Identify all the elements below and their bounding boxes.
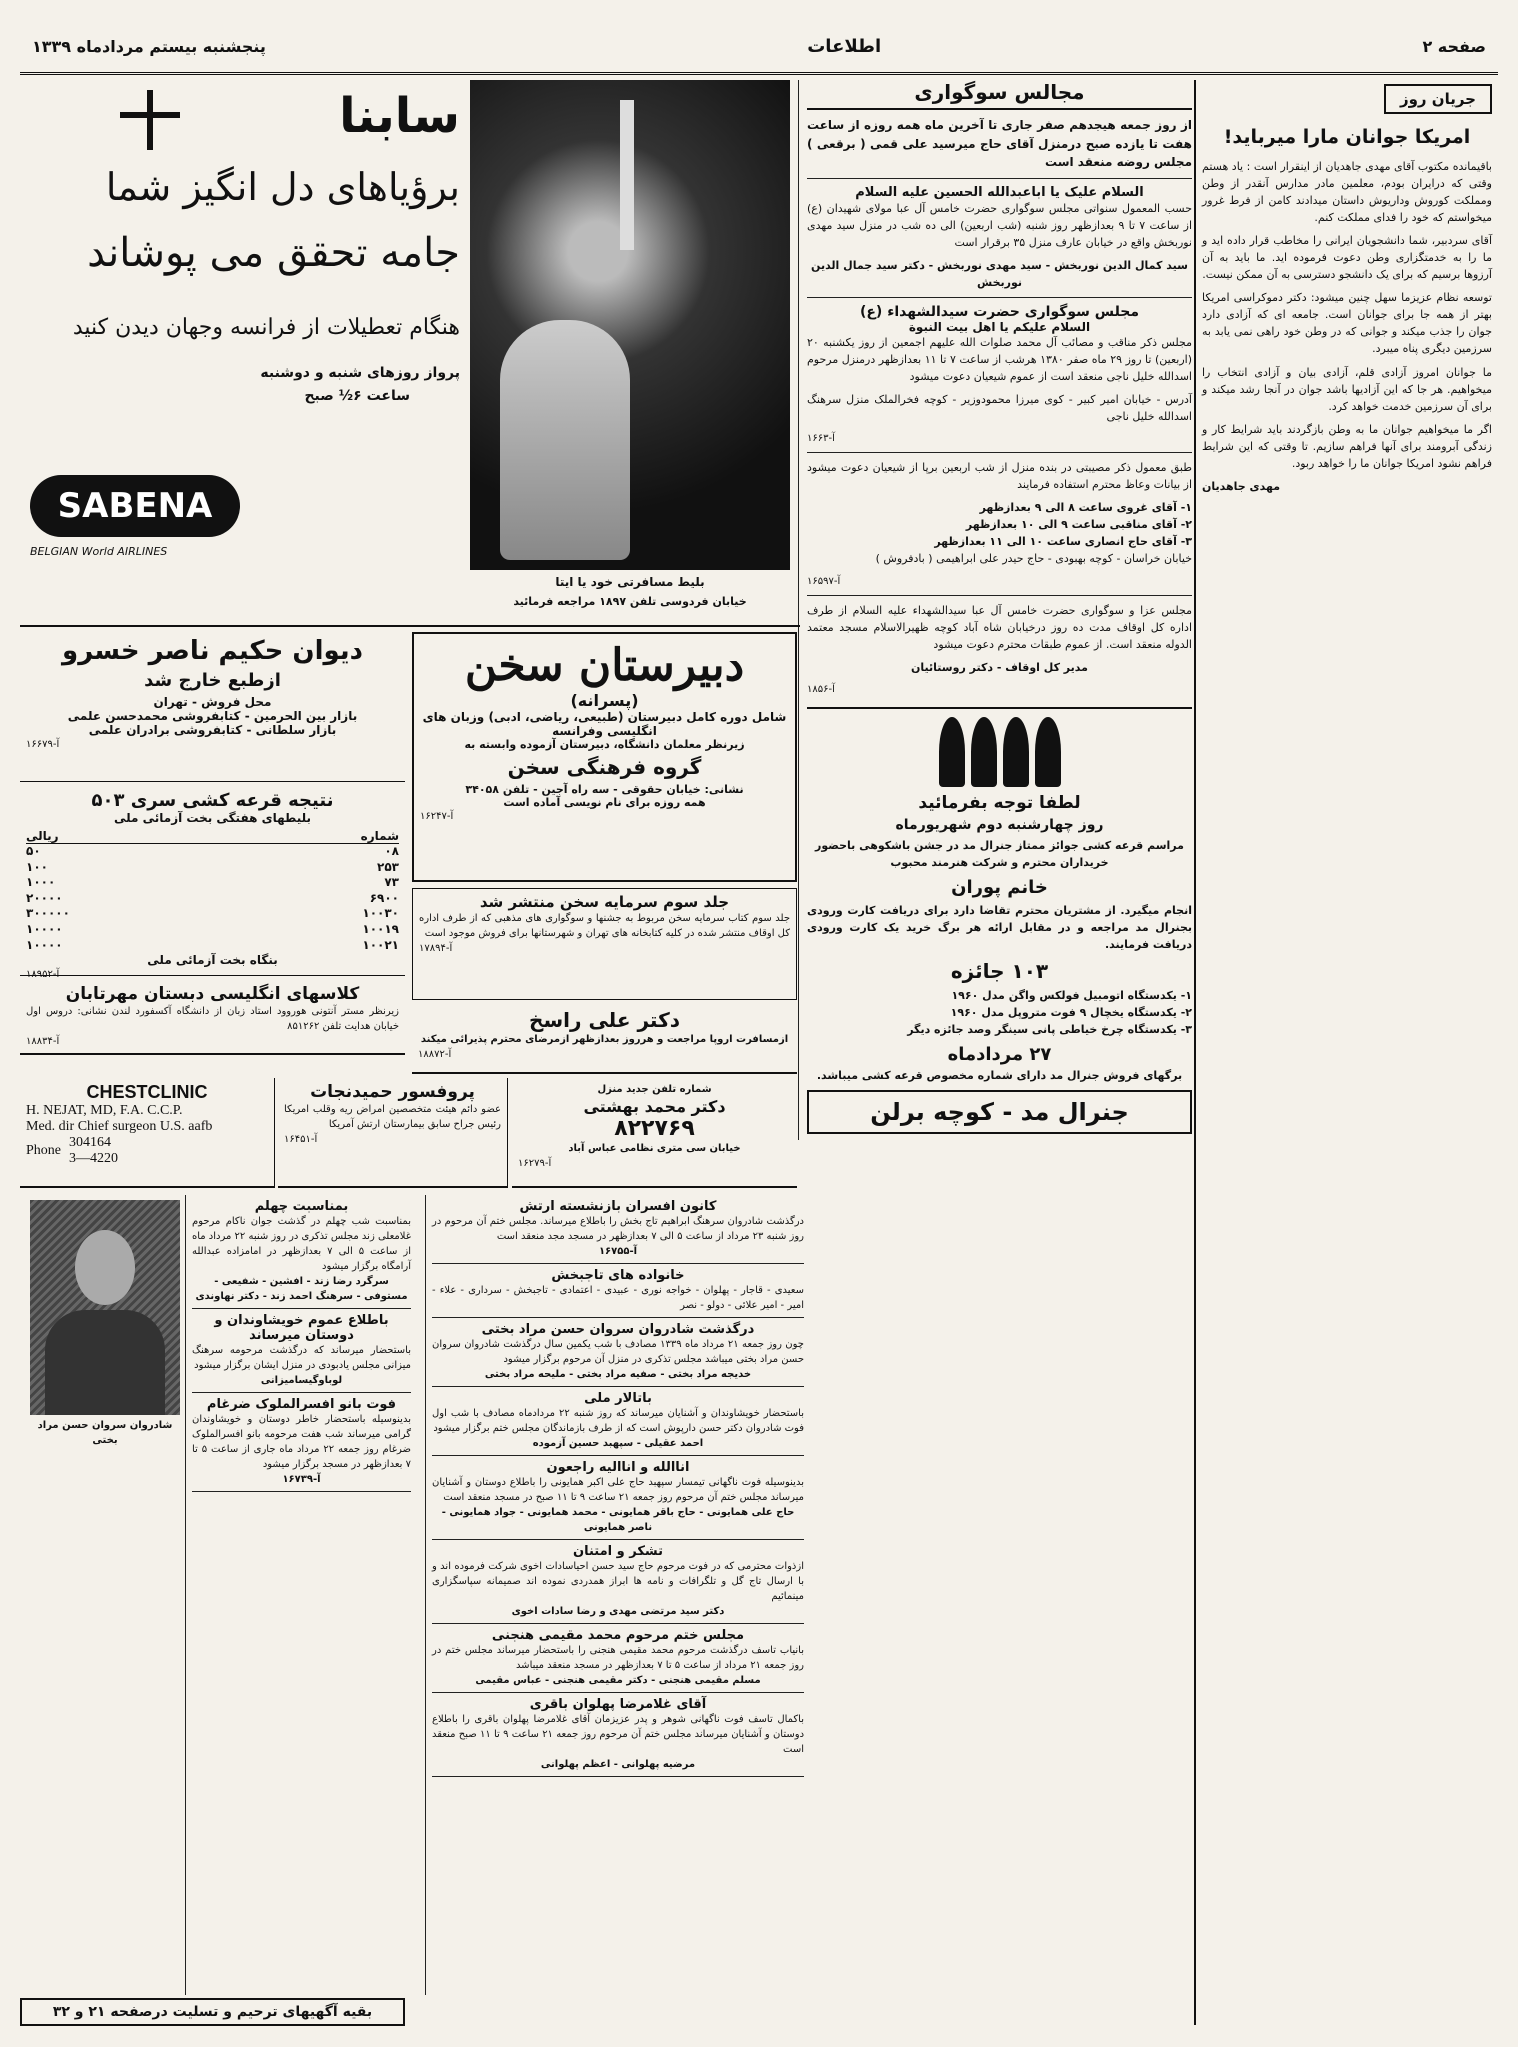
mourning-salam-2: السلام علیکم یا اهل بیت النبوة	[908, 320, 1091, 335]
obituary-title: بمناسبت چهلم	[254, 1199, 349, 1214]
lottery-row	[26, 844, 399, 860]
book-code: آ-۱۷۸۹۴	[419, 943, 453, 954]
sabena-tag-1: برؤیاهای دل انگیز شما	[105, 165, 460, 209]
lottery-cell: ۱۰۰۲۱	[362, 937, 399, 952]
lottery-cell: ۱۰۰۱۹	[362, 921, 399, 936]
obituary-text: بمناسبت شب چهلم در گذشت جوان ناکام مرحوم غلامعلی زند مجلس تذکری در روز شنبه ۲۲ مرداد ماه از ساعت ۵ الی ۷ بعدازظهر در امامزاده عبدالله آرامگاه برگزار میشود	[191, 1216, 411, 1272]
obituary-notice	[192, 1309, 411, 1393]
mourning-signer-4: مدیر کل اوقاف - دکتر روستائیان	[911, 660, 1088, 674]
book-body: جلد سوم کتاب سرمایه سخن مربوط به جشنها و سوگواری های مذهبی که از طرف اداره کل اوقاف منتشر شده در کلیه کتابخانه های تهران و شهرستانها برای فروش موجود است	[419, 913, 790, 939]
school-body: شامل دوره کامل دبیرستان (طبیعی، ریاضی، ادبی) وزبان های انگلیسی وفرانسه	[422, 710, 787, 738]
section-badge: جریان روز	[1384, 84, 1492, 114]
lottery-ad	[20, 786, 405, 981]
notice-title: لطفا توجه بفرمائید	[918, 792, 1081, 813]
divan-line-1: بازار بین الحرمین - کتابفروشی محمدحسن علمی	[67, 709, 358, 723]
prize-item: ۱- یکدستگاه اتومبیل فولکس واگن مدل ۱۹۶۰	[951, 988, 1192, 1002]
lottery-title: نتیجه قرعه کشی سری ۵۰۳	[91, 790, 334, 811]
doctor-title: دکتر علی راسخ	[529, 1008, 680, 1032]
prize-list	[807, 987, 1192, 1038]
notice-body: مراسم قرعه کشی جوائز ممتاز جنرال مد در جشن باشکوهی باحضور خریداران محترم و شرکت هنرمند محبوب	[815, 838, 1184, 869]
mourning-title-2: مجلس سوگواری حضرت سیدالشهداء (ع)	[859, 304, 1140, 321]
issue-date: پنجشنبه بیستم مردادماه ۱۳۳۹	[32, 36, 266, 56]
obituary-photo-caption: شادروان سروان حسن مراد بختی	[37, 1420, 173, 1446]
school-ad	[412, 632, 797, 882]
obituary-notice	[432, 1693, 804, 1777]
obituary-notice	[432, 1195, 804, 1264]
chest-clinic-ad	[20, 1078, 275, 1188]
doctor-body: ازمسافرت اروپا مراجعت و هرروز بعدازظهر ازمرضای محترم پذیرائی میکند	[420, 1034, 789, 1045]
obituary-title: مجلس ختم مرحوم محمد مقیمی هنجنی	[491, 1628, 745, 1643]
lottery-cell: ۳۰۰۰۰۰	[26, 906, 70, 921]
lottery-cell: ۲۵۳	[377, 859, 399, 874]
sabena-photo-monument	[620, 100, 634, 250]
obituary-signers: آ-۱۶۷۵۵	[598, 1246, 638, 1257]
mourning-code-3: آ-۱۶۵۹۷	[807, 575, 841, 587]
sabena-logo: سابنا	[339, 88, 460, 144]
obituary-title: کانون افسران بازنشسته ارتش	[519, 1199, 717, 1214]
editorial-paragraph: مهدی جاهدیان	[1202, 479, 1281, 493]
obituary-text: بانیاب تاسف درگذشت مرحوم محمد مقیمی هنجنی را باستحضار میرساند مجلس ختم در روز جمعه ۲۱ مرداد از ساعت ۵ تا ۷ بعدازظهر در مسجد منعقد میباشد	[432, 1645, 804, 1671]
lottery-cell: ۱۰۰۰۰	[26, 921, 63, 936]
prof-body: عضو دائم هیئت متخصصین امراض ریه وقلب امریکا رئیس جراح سابق بیمارستان ارتش آمریکا	[284, 1104, 501, 1130]
obituary-signers: دکتر سید مرتضی مهدی و رضا سادات اخوی	[511, 1606, 725, 1617]
obituary-text: باستحضار خویشاوندان و آشنایان میرساند که روز شنبه ۲۲ مردادماه مصادف با شب اول فوت شادروان دکتر حسن دارپوش است که از طرف بازماندگان مجلس ختم برگزار میشود	[432, 1408, 805, 1434]
mourning-address-3: خیابان خراسان - کوچه بهبودی - حاج حیدر علی ابراهیمی ( بادفروش )	[875, 552, 1192, 566]
paper-name: اطلاعات	[807, 35, 882, 57]
dentist-phone: ۸۲۲۷۶۹	[614, 1116, 695, 1141]
obituary-notice	[192, 1195, 411, 1309]
sabena-brand-sub: BELGIAN World AIRLINES	[30, 545, 168, 558]
obituary-text: باکمال تاسف فوت ناگهانی شوهر و پدر عزیزمان آقای غلامرضا پهلوان باقری را باطلاع دوستان و آشنایان میرساند مجلس ختم آن مرحوم روز جمعه ۲۱ ساعت ۹ تا ۱۱ صبح منعقد است	[432, 1714, 805, 1755]
prize-item: ۳- یکدستگاه چرخ خیاطی پانی سینگر وصد جائزه دیگر	[907, 1023, 1192, 1037]
obituary-title: تشکر و امتنان	[573, 1544, 663, 1559]
divan-sub: ازطبع خارج شد	[144, 670, 281, 691]
notice-brand: جنرال مد - کوچه برلن	[807, 1090, 1192, 1134]
obituary-text: چون روز جمعه ۲۱ مرداد ماه ۱۳۳۹ مصادف با شب یکمین سال درگذشت شادروان سروان حسن مراد بختی میباشد مجلس تذکری در منزل آن مرحوم برگزار میشود	[432, 1339, 804, 1365]
divan-ad-box	[20, 632, 405, 782]
doctor-code: آ-۱۸۸۷۲	[418, 1049, 452, 1060]
notice-body-2: انجام میگیرد. از مشتریان محترم تقاضا دارد برای دریافت کارت ورودی بجنرال مد مراجعه و در مقابل ارائه هر برگ خرید یک کارت ورودی دریافت فرمایند.	[807, 903, 1192, 951]
mourning-notice-1: حسب المعمول سنواتی مجلس سوگواری حضرت خامس آل عبا مولای شهیدان (ع) از ساعت ۷ تا ۹ بعدازظهر روز شنبه (شب اربعین) الی ده شب در منزل سید مهدی نوربخش واقع در خیابان عارف منزل ۳۵ برقرار است	[807, 201, 1193, 249]
sabena-tag-3: هنگام تعطیلات از فرانسه وجهان دیدن کنید	[72, 315, 460, 340]
editorial-column	[1194, 80, 1498, 2025]
obituaries-section	[20, 1195, 1203, 1995]
lottery-row	[26, 891, 399, 907]
lottery-row	[26, 938, 399, 954]
obituary-signers: حاج علی همایونی - حاج باقر همایونی - محمد همایونی - جواد همایونی - ناصر همایونی	[441, 1507, 795, 1533]
editorial-paragraph: آقای سردبیر، شما دانشجویان ایرانی را مخاطب قرار داده اید و ما را به خدمتگزاری وطن دعوت فرموده اید. ما باید به آن آرزوها برسیم که برای یک دانشجو دسترسی به آن ممکن نیست.	[1202, 234, 1492, 282]
mourning-notice-2: مجلس ذکر مناقب و مصائب آل محمد صلوات الله علیهم اجمعین از روز یکشنبه ۲۰ (اربعین) تا روز ۲۹ ماه صفر ۱۳۸۰ هرشب از ساعت ۷ تا ۱۱ بعدازظهر درمنزل مرحوم اسدالله خلیل ناجی منعقد است از عموم شیعیان دعوت میشود	[807, 336, 1192, 384]
mourning-list-item: ۳- آقای حاج انصاری ساعت ۱۰ الی ۱۱ بعدازظهر	[934, 535, 1192, 549]
school-body-2: زیرنظر معلمان دانشگاه، دبیرستان آزموده وابسته به	[464, 738, 745, 751]
obituary-notice	[432, 1264, 804, 1318]
school-group: گروه فرهنگی سخن	[507, 755, 702, 779]
footer-note: بقیه آگهیهای ترحیم و تسلیت درصفحه ۲۱ و ۳۲	[20, 1998, 405, 2026]
lottery-sub: بلیطهای هفتگی بخت آزمائی ملی	[113, 811, 312, 825]
obituary-text: ازذوات محترمی که در فوت مرحوم حاج سید حسن احیاسادات اخوی شرکت فرموده اند و با ارسال تاج گل و تلگرافات و نامه ها ابراز همدردی نموده اند صمیمانه سپاسگزاری مینمائیم	[432, 1561, 804, 1602]
obituary-text: بدینوسیله فوت ناگهانی تیمسار سپهبد حاج علی اکبر همایونی را باطلاع دوستان و آشنایان میرساند مجلس ختم آن مرحوم روز جمعه ۲۱ ساعت ۹ تا ۱۱ صبح در مسجد منعقد است	[432, 1477, 804, 1503]
mourning-intro: از روز جمعه هیجدهم صفر جاری تا آخرین ماه همه روزه از ساعت هفت تا یازده صبح درمنزل آقای حاج میرسید علی قمی ( برقعی ) مجلس روضه منعقد است	[807, 118, 1192, 170]
general-mode-ad	[807, 707, 1192, 1134]
lottery-header-cell: ریالی	[26, 829, 59, 843]
newspaper-page	[20, 20, 1498, 2030]
divan-code: آ-۱۶۶۷۹	[26, 739, 60, 750]
obituary-text: باستحضار میرساند که درگذشت مرحومه سرهنگ میزانی مجلس یادبودی در منزل ایشان برگزار میشود	[192, 1345, 411, 1371]
lottery-cell: ۱۰۰۰	[26, 875, 56, 890]
mourning-title: مجالس سوگواری	[807, 80, 1192, 110]
obituary-signers: مسلم مقیمی هنجنی - دکتر مقیمی هنجنی - عباس مقیمی	[475, 1675, 761, 1686]
dentist-code: آ-۱۶۲۷۹	[518, 1158, 552, 1169]
notice-prizes-title: ۱۰۳ جائزه	[950, 958, 1049, 983]
page-number: صفحه ۲	[1422, 36, 1486, 56]
lottery-cell: ۱۰۰۰۰	[26, 937, 63, 952]
lottery-table	[26, 829, 399, 953]
lottery-cell: ۷۳	[384, 875, 399, 890]
notice-deadline: ۲۷ مردادماه	[947, 1044, 1052, 1066]
prof-title: پروفسور حمیدنجات	[310, 1082, 475, 1102]
lottery-cell: ۵۰	[26, 844, 41, 858]
obituary-notice	[432, 1624, 804, 1693]
divan-place: محل فروش - تهران	[153, 695, 272, 709]
mourning-list-3	[807, 499, 1192, 550]
lottery-cell: ۰۸	[384, 844, 399, 858]
obituary-signers: خدیجه مراد بختی - صفیه مراد بختی - ملیحه مراد بختی	[484, 1369, 752, 1380]
divan-title: دیوان حکیم ناصر خسرو	[62, 636, 363, 666]
chest-name: H. NEJAT, MD, F.A. C.C.P.	[26, 1103, 183, 1118]
editorial-paragraph: اگر ما میخواهیم جوانان ما به وطن بازگردند باید شرایط کار و زندگی آبرومند برای آنها فراهم سازیم. تا وقتی که این شرایط فراهم نشود امریکا جوانان ما را خواهد ربود.	[1202, 422, 1492, 470]
divan-line-2: بازار سلطانی - کتابفروشی برادران علمی	[88, 723, 337, 737]
mourning-code-2: آ-۱۶۶۳	[807, 433, 835, 445]
mourning-salam: السلام علیک یا اباعبدالله الحسین علیه السلام	[855, 184, 1144, 200]
obituary-title: فوت بانو افسرالملوک ضرغام	[206, 1397, 397, 1412]
mourning-code-4: آ-۱۸۵۶	[807, 683, 835, 695]
lottery-header-cell: شماره	[360, 829, 399, 843]
sabena-brand: SABENA	[30, 475, 240, 537]
obituary-text: سعیدی - قاجار - پهلوان - خواجه نوری - عبیدی - اعتمادی - تاجبخش - سرداری - علاء - امیر - امیر علائی - دولو - نصر	[432, 1285, 804, 1311]
obituary-column	[185, 1195, 417, 1995]
english-title: کلاسهای انگلیسی دبستان مهرتابان	[65, 984, 360, 1004]
chest-phone-2: 3—4220	[69, 1151, 118, 1166]
dentist-address: خیابان سی متری نظامی عباس آباد	[568, 1143, 741, 1154]
sabena-time: ساعت ۶½ صبح	[304, 388, 410, 404]
obituary-signers: احمد عقیلی - سپهبد حسین آزموده	[532, 1438, 704, 1449]
mourning-notice-4: مجلس عزا و سوگواری حضرت خامس آل عبا سیدالشهداء علیه السلام از طرف اداره کل اوقاف مدت ده روز درخیابان شاه آباد کوچه ظهیرالاسلام مسجد معتمد الدوله منعقد است. از عموم طبقات محترم دعوت میشود	[807, 603, 1192, 651]
sabena-photo-address: خیابان فردوسی تلفن ۱۸۹۷ مراجعه فرمائید	[513, 595, 747, 608]
silhouettes-icon	[807, 717, 1192, 787]
english-body: زیرنظر مستر آنتونی هوروود استاد زبان از دانشگاه آکسفورد لندن نشانی: دروس اول خیابان هدایت تلفن ۸۵۱۲۶۲	[26, 1006, 399, 1032]
obituary-notice	[432, 1540, 804, 1624]
lottery-cell: ۱۰۰۳۰	[362, 906, 399, 921]
sabena-plane-icon	[120, 90, 180, 150]
obituary-title: باتالار ملی	[584, 1391, 652, 1406]
english-code: آ-۱۸۸۳۴	[26, 1036, 60, 1047]
dentist-name: دکتر محمد بهشتی	[583, 1097, 726, 1116]
lottery-cell: ۶۹۰۰	[369, 890, 399, 905]
sabena-photo	[470, 80, 790, 570]
mourning-list-item: ۲- آقای مناقبی ساعت ۹ الی ۱۰ بعدازظهر	[965, 518, 1192, 532]
sabena-photo-caption: بلیط مسافرتی خود یا ایتا	[555, 575, 705, 589]
prof-code: آ-۱۶۴۵۱	[284, 1134, 318, 1145]
notice-star: خانم پوران	[951, 876, 1048, 898]
lottery-row	[26, 860, 399, 876]
prize-item: ۲- یکدستگاه یخچال ۹ فوت متروپل مدل ۱۹۶۰	[950, 1006, 1192, 1019]
mourning-address-2: آدرس - خیابان امیر کبیر - کوی میرزا محمودوزیر - کوچه فخرالملک منزل سرهنگ اسدالله خلیل ناجی	[807, 393, 1192, 424]
mourning-column	[798, 80, 1200, 1140]
chest-phone-1: 304164	[69, 1135, 111, 1150]
notice-deadline-text: برگهای فروش جنرال مد دارای شماره مخصوص قرعه کشی میباشد.	[816, 1069, 1183, 1083]
obituary-signers: سرگرد رضا زند - افشین - شفیعی - مستوفی - سرهنگ احمد زند - دکتر نهاوندی	[195, 1276, 408, 1302]
obituary-notice	[432, 1318, 804, 1387]
obituary-signers: آ-۱۶۷۳۹	[282, 1474, 321, 1485]
notice-date: روز چهارشنبه دوم شهریورماه	[895, 816, 1104, 833]
book-ad	[412, 888, 797, 1000]
dentist-phone-label: شماره تلفن جدید منزل	[597, 1084, 712, 1095]
mourning-names-1: سید کمال الدین نوربخش - سید مهدی نوربخش - دکتر سید جمال الدین نوربخش	[811, 258, 1188, 289]
obituary-column	[425, 1195, 810, 1995]
editorial-paragraph: ما جوانان امروز آزادی قلم، آزادی بیان و آزادی انتخاب را میخواهیم. هر جا که این آزادیها باشد جوان در آنجا رشد میکند و برای آن سرزمین خدمت خواهد کرد.	[1202, 365, 1492, 413]
editorial-paragraph: توسعه نظام عزیزما سهل چنین میشود: دکتر دموکراسی امریکا بهتر از همه جا برای جوانان است. جامعه ای که آزادی دارد جوان را جذب میکند و جوانی که در وطن خود راهی نمی یابد به سرزمین دیگری پناه میبرد.	[1202, 291, 1492, 356]
chest-phone-label: Phone	[26, 1143, 61, 1158]
sabena-photo-woman	[500, 320, 630, 560]
chest-title-line: Med. dir Chief surgeon U.S. aafb	[26, 1119, 213, 1134]
lottery-footer: بنگاه بخت آزمائی ملی	[147, 953, 278, 968]
obituary-signers: مرضیه پهلوانی - اعظم پهلوانی	[540, 1759, 696, 1770]
lottery-cell: ۱۰۰	[26, 859, 48, 874]
obituary-text: درگذشت شادروان سرهنگ ابراهیم تاج بخش را باطلاع میرساند. مجلس ختم آن مرحوم در روز شنبه ۲۳ مرداد از ساعت ۵ الی ۷ بعدازظهر در مسجد مجد منعقد است	[432, 1216, 804, 1242]
obituary-notice	[432, 1456, 804, 1540]
school-note: همه روزه برای نام نویسی آماده است	[503, 796, 706, 809]
mourning-list-item: ۱- آقای غروی ساعت ۸ الی ۹ بعدازظهر	[979, 501, 1192, 515]
school-sub: (پسرانه)	[570, 691, 639, 710]
editorial-body	[1202, 158, 1492, 495]
editorial-paragraph: باقیمانده مکتوب آقای مهدی جاهدیان از اینقرار است : یاد هستم وقتی که درایران بودم، معلمین مادر مدارس آنقدر از وطن ومملکت کوروش وداریوش داستان میدادند کامن از فرط غرور میخواستم که خود را فدای مملکت کنم.	[1202, 160, 1492, 225]
editorial-title: امریکا جوانان مارا میرباید!	[1223, 126, 1471, 148]
book-title: جلد سوم سرمایه سخن منتشر شد	[479, 893, 730, 911]
school-title: دبیرستان سخن	[464, 640, 745, 691]
obituary-text: بدینوسیله باستحضار خاطر دوستان و خویشاوندان گرامی میرساند شب هفت مرحومه بانو افسرالملوک ضرغام روز جمعه ۲۲ مرداد ماه جاری از ساعت ۵ تا ۷ بعدازظهر در مسجد برگزار میشود	[192, 1414, 411, 1470]
obituary-title: خانواده های تاجبخش	[551, 1268, 685, 1283]
school-address: نشانی: خیابان حقوقی - سه راه آجین - تلفن ۳۴۰۵۸	[465, 783, 744, 796]
obituary-notice	[192, 1393, 411, 1492]
school-code: آ-۱۶۲۴۷	[420, 811, 454, 822]
obituary-notice	[432, 1387, 804, 1456]
obituary-signers: لوباوگیسامیزانی	[260, 1375, 343, 1386]
lottery-code: آ-۱۸۹۵۲	[26, 969, 60, 981]
dentist-ad	[512, 1078, 797, 1188]
lottery-cell: ۲۰۰۰۰	[26, 890, 63, 905]
sabena-ad	[20, 80, 800, 627]
obituary-title: درگذشت شادروان سروان حسن مراد بختی	[481, 1322, 755, 1337]
lottery-row	[26, 922, 399, 938]
obituary-title: آقای غلامرضا پهلوان باقری	[529, 1697, 707, 1712]
page-header	[20, 20, 1498, 75]
mourning-notice-3: طبق معمول ذکر مصیبتی در بنده منزل از شب اربعین برپا از شیعیان دعوت میشود از بیانات وعاظ محترم استفاده فرمایند	[807, 461, 1192, 492]
prof-ad	[278, 1078, 508, 1188]
chest-brand: CHESTCLINIC	[86, 1082, 208, 1102]
doctor-ad	[412, 1004, 797, 1074]
lottery-row	[26, 906, 399, 922]
english-ad	[20, 980, 405, 1055]
sabena-flights: پرواز روزهای شنبه و دوشنبه	[260, 365, 460, 381]
sabena-tag-2: جامه تحقق می پوشاند	[87, 230, 460, 276]
obituary-title: اناالله و اناالیه راجعون	[546, 1460, 690, 1475]
lottery-row	[26, 875, 399, 891]
obituary-title: باطلاع عموم خویشاوندان و دوستان میرساند	[214, 1313, 389, 1343]
